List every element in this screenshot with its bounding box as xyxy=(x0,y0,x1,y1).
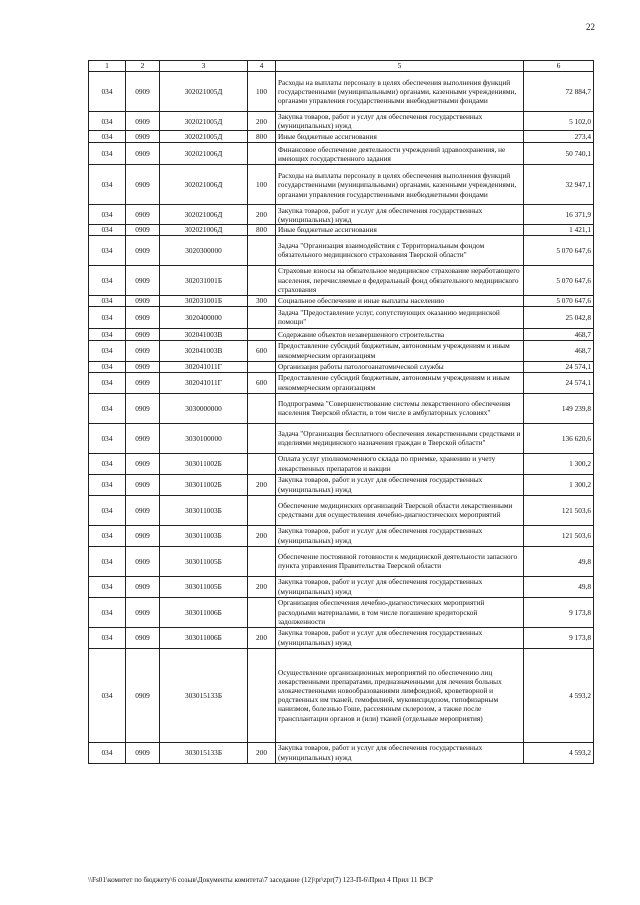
target-article-cell: 303011002Б xyxy=(160,453,248,474)
expense-type-cell: 200 xyxy=(248,205,276,225)
ministry-code-cell: 034 xyxy=(89,265,126,295)
amount-cell: 50 740,1 xyxy=(524,143,594,165)
expense-type-cell: 300 xyxy=(248,295,276,306)
amount-cell: 5 102,0 xyxy=(524,112,594,131)
amount-cell: 468,7 xyxy=(524,328,594,340)
section-code-cell: 0909 xyxy=(126,165,160,205)
ministry-code-cell: 034 xyxy=(89,597,126,627)
expense-type-cell xyxy=(248,361,276,372)
section-code-cell: 0909 xyxy=(126,205,160,225)
amount-cell: 9 173,8 xyxy=(524,597,594,627)
amount-cell: 1 300,2 xyxy=(524,453,594,474)
amount-cell: 72 884,7 xyxy=(524,72,594,112)
target-article-cell: 3030000000 xyxy=(160,393,248,423)
target-article-cell: 303011005Б xyxy=(160,576,248,597)
table-row xyxy=(89,72,594,112)
amount-cell: 1 421,1 xyxy=(524,225,594,235)
column-header: 2 xyxy=(126,61,160,72)
description-cell: Подпрограмма "Совершенствование системы лекарственного обеспечения населения Тверской области, в том числе в амбулаторных условиях" xyxy=(276,393,524,423)
amount-cell: 4 593,2 xyxy=(524,648,594,742)
description-cell: Организация обеспечения лечебно-диагностических мероприятий расходными материалами, в том числе погашение кредиторской задолженности xyxy=(276,597,524,627)
expense-type-cell xyxy=(248,393,276,423)
expense-type-cell: 800 xyxy=(248,131,276,143)
table-row xyxy=(89,205,594,225)
ministry-code-cell: 034 xyxy=(89,453,126,474)
table-row xyxy=(89,495,594,525)
section-code-cell: 0909 xyxy=(126,265,160,295)
description-cell: Закупка товаров, работ и услуг для обеспечения государственных (муниципальных) нужд xyxy=(276,576,524,597)
section-code-cell: 0909 xyxy=(126,372,160,393)
description-cell: Осуществление организационных мероприятий по обеспечению лиц лекарственными препаратами, предназначенными для лечения больных злокачественными новообразованиями лимфоидной, кроветворной и родственных им тканей, гемофилией, муковисцидозом, гипофизарным нанизмом, болезнью Гоше, рассеянным склерозом, а также после трансплантации органов и (или) тканей (отдельные мероприятия) xyxy=(276,648,524,742)
table-row xyxy=(89,546,594,576)
section-code-cell: 0909 xyxy=(126,742,160,763)
section-code-cell: 0909 xyxy=(126,495,160,525)
section-code-cell: 0909 xyxy=(126,393,160,423)
amount-cell: 121 503,6 xyxy=(524,495,594,525)
amount-cell: 24 574,1 xyxy=(524,372,594,393)
amount-cell: 49,8 xyxy=(524,546,594,576)
target-article-cell: 303011006Б xyxy=(160,597,248,627)
target-article-cell: 302021005Д xyxy=(160,72,248,112)
description-cell: Задача "Предоставление услуг, сопутствующих оказанию медицинской помощи" xyxy=(276,306,524,328)
target-article-cell: 302021006Д xyxy=(160,205,248,225)
table-row xyxy=(89,423,594,453)
section-code-cell: 0909 xyxy=(126,648,160,742)
target-article-cell: 302021006Д xyxy=(160,143,248,165)
section-code-cell: 0909 xyxy=(126,627,160,648)
target-article-cell: 3020300000 xyxy=(160,235,248,265)
ministry-code-cell: 034 xyxy=(89,393,126,423)
section-code-cell: 0909 xyxy=(126,131,160,143)
target-article-cell: 303011003Б xyxy=(160,525,248,546)
description-cell: Задача "Организация бесплатного обеспечения лекарственными средствами и изделиями медицинского назначения граждан в Тверской области" xyxy=(276,423,524,453)
description-cell: Иные бюджетные ассигнования xyxy=(276,225,524,235)
ministry-code-cell: 034 xyxy=(89,328,126,340)
section-code-cell: 0909 xyxy=(126,306,160,328)
target-article-cell: 303015133Б xyxy=(160,742,248,763)
expense-type-cell: 200 xyxy=(248,627,276,648)
description-cell: Закупка товаров, работ и услуг для обеспечения государственных (муниципальных) нужд xyxy=(276,205,524,225)
table-row xyxy=(89,225,594,235)
description-cell: Страховые взносы на обязательное медицинское страхование неработающего населения, перечисляемые в федеральный фонд обязательного медицинского страхования xyxy=(276,265,524,295)
table-row xyxy=(89,576,594,597)
description-cell: Предоставление субсидий бюджетным, автономным учреждениям и иным некоммерческим организациям xyxy=(276,372,524,393)
expense-type-cell: 800 xyxy=(248,225,276,235)
amount-cell: 5 070 647,6 xyxy=(524,265,594,295)
expense-type-cell xyxy=(248,423,276,453)
ministry-code-cell: 034 xyxy=(89,225,126,235)
ministry-code-cell: 034 xyxy=(89,165,126,205)
description-cell: Обеспечение медицинских организаций Тверской области лекарственными средствами для осуществления лечебно-диагностических мероприятий xyxy=(276,495,524,525)
description-cell: Финансовое обеспечение деятельности учреждений здравоохранения, не имеющих государственного задания xyxy=(276,143,524,165)
amount-cell: 16 371,9 xyxy=(524,205,594,225)
column-header: 5 xyxy=(276,61,524,72)
amount-cell: 4 593,2 xyxy=(524,742,594,763)
ministry-code-cell: 034 xyxy=(89,742,126,763)
target-article-cell: 302041011Г xyxy=(160,372,248,393)
target-article-cell: 3030100000 xyxy=(160,423,248,453)
target-article-cell: 302031001Б xyxy=(160,295,248,306)
column-header: 1 xyxy=(89,61,126,72)
amount-cell: 32 947,1 xyxy=(524,165,594,205)
table-row xyxy=(89,165,594,205)
description-cell: Расходы на выплаты персоналу в целях обеспечения выполнения функций государственными (муниципальными) органами, казенными учреждениями, органами управления государственными внебюджетными фондами xyxy=(276,72,524,112)
ministry-code-cell: 034 xyxy=(89,627,126,648)
section-code-cell: 0909 xyxy=(126,525,160,546)
expense-type-cell: 200 xyxy=(248,525,276,546)
expense-type-cell xyxy=(248,143,276,165)
amount-cell: 121 503,6 xyxy=(524,525,594,546)
section-code-cell: 0909 xyxy=(126,72,160,112)
expense-type-cell xyxy=(248,648,276,742)
ministry-code-cell: 034 xyxy=(89,525,126,546)
expense-type-cell xyxy=(248,597,276,627)
table-row xyxy=(89,295,594,306)
budget-table xyxy=(88,60,594,764)
amount-cell: 136 620,6 xyxy=(524,423,594,453)
table-row xyxy=(89,627,594,648)
description-cell: Задача "Организация взаимодействия с Территориальным фондом обязательного медицинского страхования Тверской области" xyxy=(276,235,524,265)
description-cell: Социальное обеспечение и иные выплаты населению xyxy=(276,295,524,306)
amount-cell: 24 574,1 xyxy=(524,361,594,372)
expense-type-cell: 200 xyxy=(248,474,276,495)
target-article-cell: 302021006Д xyxy=(160,165,248,205)
expense-type-cell: 100 xyxy=(248,165,276,205)
amount-cell: 5 070 647,6 xyxy=(524,235,594,265)
page-number: 22 xyxy=(586,22,595,32)
ministry-code-cell: 034 xyxy=(89,295,126,306)
table-row xyxy=(89,306,594,328)
description-cell: Обеспечение постоянной готовности к медицинской деятельности запасного пункта управления Правительства Тверской области xyxy=(276,546,524,576)
description-cell: Предоставление субсидий бюджетным, автономным учреждениям и иным некоммерческим организациям xyxy=(276,340,524,361)
ministry-code-cell: 034 xyxy=(89,423,126,453)
table-header-row xyxy=(89,61,594,72)
table-row xyxy=(89,143,594,165)
target-article-cell: 302041011Г xyxy=(160,361,248,372)
table-row xyxy=(89,453,594,474)
description-cell: Закупка товаров, работ и услуг для обеспечения государственных (муниципальных) нужд xyxy=(276,742,524,763)
table-row xyxy=(89,372,594,393)
section-code-cell: 0909 xyxy=(126,546,160,576)
section-code-cell: 0909 xyxy=(126,474,160,495)
ministry-code-cell: 034 xyxy=(89,306,126,328)
expense-type-cell: 600 xyxy=(248,372,276,393)
target-article-cell: 302041003В xyxy=(160,340,248,361)
target-article-cell: 3020400000 xyxy=(160,306,248,328)
expense-type-cell: 200 xyxy=(248,576,276,597)
table-row xyxy=(89,265,594,295)
expense-type-cell xyxy=(248,328,276,340)
section-code-cell: 0909 xyxy=(126,235,160,265)
table-row xyxy=(89,597,594,627)
description-cell: Закупка товаров, работ и услуг для обеспечения государственных (муниципальных) нужд xyxy=(276,474,524,495)
section-code-cell: 0909 xyxy=(126,576,160,597)
table-row xyxy=(89,112,594,131)
ministry-code-cell: 034 xyxy=(89,235,126,265)
ministry-code-cell: 034 xyxy=(89,495,126,525)
target-article-cell: 302021006Д xyxy=(160,225,248,235)
table-row xyxy=(89,393,594,423)
target-article-cell: 303015133Б xyxy=(160,648,248,742)
amount-cell: 9 173,8 xyxy=(524,627,594,648)
table-row xyxy=(89,235,594,265)
column-header: 6 xyxy=(524,61,594,72)
target-article-cell: 303011002Б xyxy=(160,474,248,495)
ministry-code-cell: 034 xyxy=(89,143,126,165)
ministry-code-cell: 034 xyxy=(89,474,126,495)
description-cell: Закупка товаров, работ и услуг для обеспечения государственных (муниципальных) нужд xyxy=(276,627,524,648)
table-row xyxy=(89,340,594,361)
section-code-cell: 0909 xyxy=(126,361,160,372)
expense-type-cell xyxy=(248,546,276,576)
section-code-cell: 0909 xyxy=(126,328,160,340)
ministry-code-cell: 034 xyxy=(89,340,126,361)
table-row xyxy=(89,474,594,495)
target-article-cell: 303011005Б xyxy=(160,546,248,576)
section-code-cell: 0909 xyxy=(126,295,160,306)
expense-type-cell: 200 xyxy=(248,112,276,131)
expense-type-cell: 600 xyxy=(248,340,276,361)
ministry-code-cell: 034 xyxy=(89,361,126,372)
expense-type-cell: 100 xyxy=(248,72,276,112)
target-article-cell: 302041003В xyxy=(160,328,248,340)
table-row xyxy=(89,648,594,742)
target-article-cell: 302031001Б xyxy=(160,265,248,295)
amount-cell: 25 042,8 xyxy=(524,306,594,328)
amount-cell: 273,4 xyxy=(524,131,594,143)
table-row xyxy=(89,131,594,143)
column-header: 3 xyxy=(160,61,248,72)
ministry-code-cell: 034 xyxy=(89,576,126,597)
table-row xyxy=(89,742,594,763)
section-code-cell: 0909 xyxy=(126,423,160,453)
expense-type-cell xyxy=(248,453,276,474)
amount-cell: 1 300,2 xyxy=(524,474,594,495)
expense-type-cell xyxy=(248,495,276,525)
section-code-cell: 0909 xyxy=(126,340,160,361)
target-article-cell: 302021005Д xyxy=(160,131,248,143)
target-article-cell: 303011003Б xyxy=(160,495,248,525)
description-cell: Закупка товаров, работ и услуг для обеспечения государственных (муниципальных) нужд xyxy=(276,525,524,546)
amount-cell: 49,8 xyxy=(524,576,594,597)
ministry-code-cell: 034 xyxy=(89,546,126,576)
target-article-cell: 303011006Б xyxy=(160,627,248,648)
ministry-code-cell: 034 xyxy=(89,372,126,393)
expense-type-cell xyxy=(248,235,276,265)
section-code-cell: 0909 xyxy=(126,225,160,235)
table-row xyxy=(89,525,594,546)
amount-cell: 5 070 647,6 xyxy=(524,295,594,306)
description-cell: Расходы на выплаты персоналу в целях обеспечения выполнения функций государственными (муниципальными) органами, казенными учреждениями, органами управления государственными внебюджетными фондами xyxy=(276,165,524,205)
ministry-code-cell: 034 xyxy=(89,72,126,112)
description-cell: Закупка товаров, работ и услуг для обеспечения государственных (муниципальных) нужд xyxy=(276,112,524,131)
ministry-code-cell: 034 xyxy=(89,131,126,143)
ministry-code-cell: 034 xyxy=(89,112,126,131)
section-code-cell: 0909 xyxy=(126,597,160,627)
section-code-cell: 0909 xyxy=(126,112,160,131)
amount-cell: 468,7 xyxy=(524,340,594,361)
table-row xyxy=(89,328,594,340)
description-cell: Содержание объектов незавершенного строительства xyxy=(276,328,524,340)
section-code-cell: 0909 xyxy=(126,143,160,165)
description-cell: Иные бюджетные ассигнования xyxy=(276,131,524,143)
description-cell: Оплата услуг уполномоченного склада по приемке, хранению и учету лекарственных препаратов и вакцин xyxy=(276,453,524,474)
ministry-code-cell: 034 xyxy=(89,648,126,742)
ministry-code-cell: 034 xyxy=(89,205,126,225)
section-code-cell: 0909 xyxy=(126,453,160,474)
file-path-footer: \\Fs01\комитет по бюджету\6 созыв\Документы комитета\7 заседание (12)\pr\zpr(7) 123-П-6\Прил 4 Прил 11 ВСР xyxy=(88,876,433,884)
expense-type-cell: 200 xyxy=(248,742,276,763)
target-article-cell: 302021005Д xyxy=(160,112,248,131)
expense-type-cell xyxy=(248,306,276,328)
description-cell: Организация работы патологоанатомической службы xyxy=(276,361,524,372)
expense-type-cell xyxy=(248,265,276,295)
table-row xyxy=(89,361,594,372)
amount-cell: 149 239,8 xyxy=(524,393,594,423)
column-header: 4 xyxy=(248,61,276,72)
